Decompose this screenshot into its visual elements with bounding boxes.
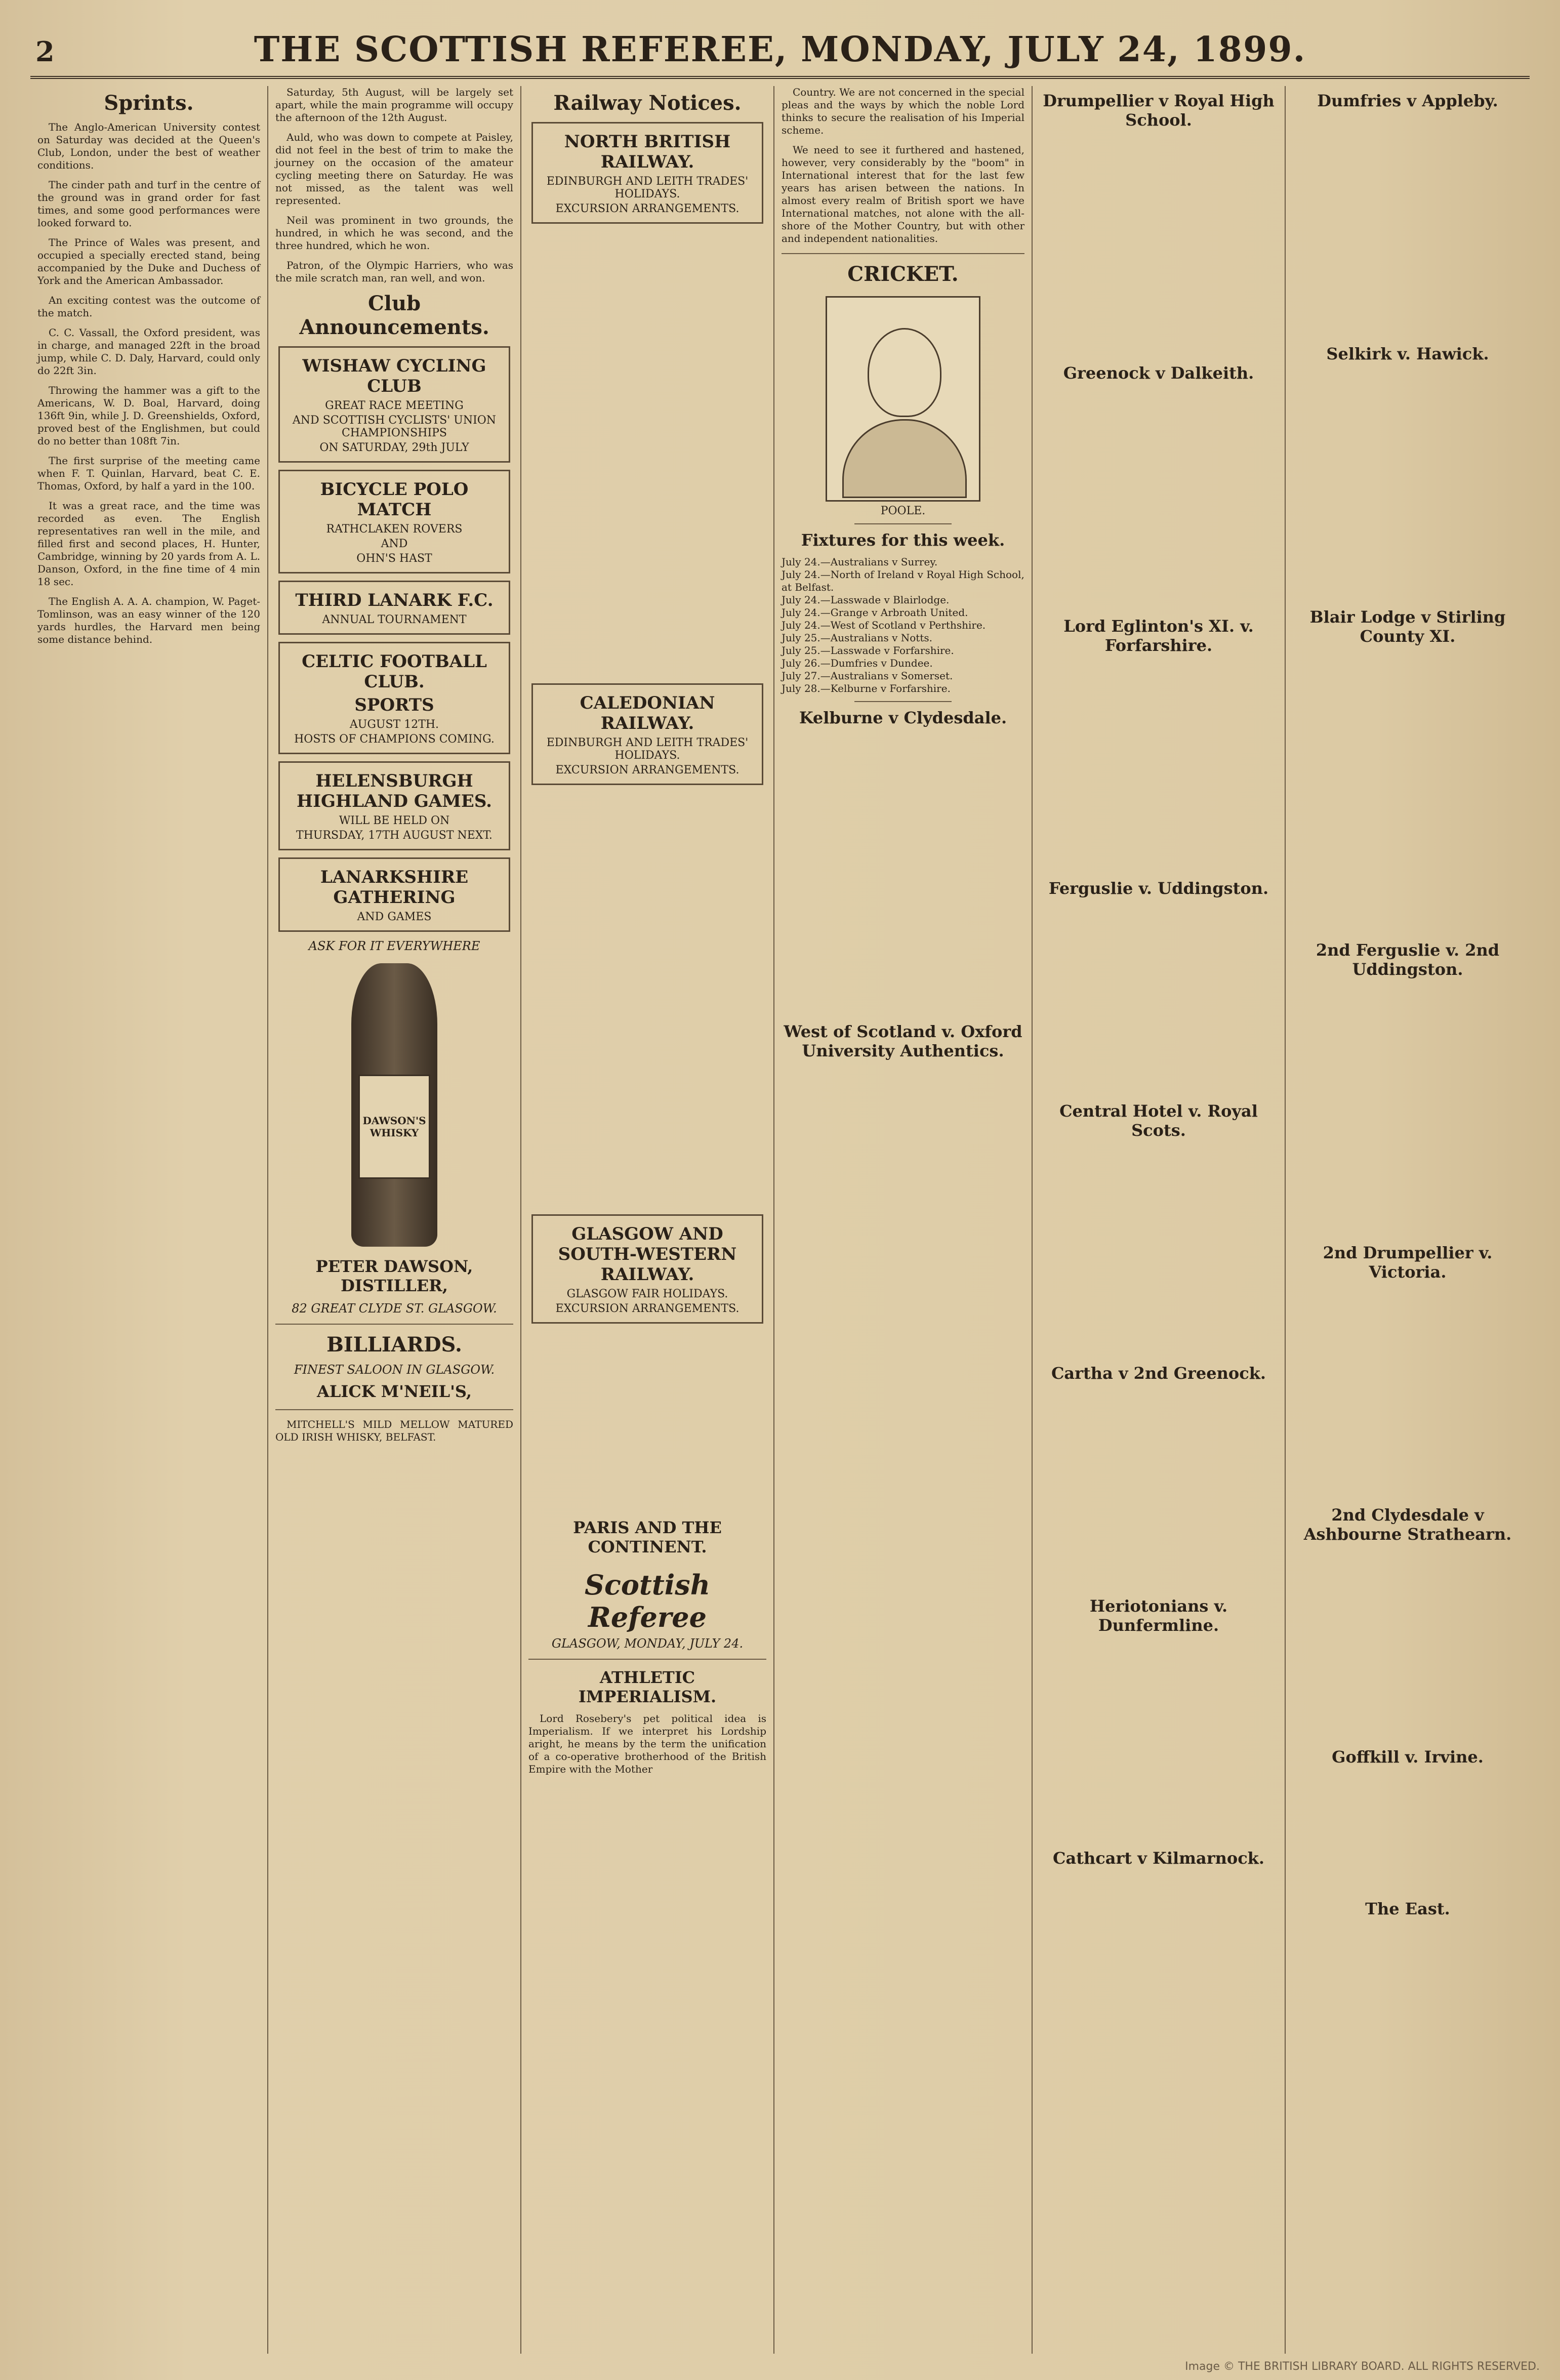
article-paragraph: Auld, who was down to compete at Paisley, did not feel in the best of trim to make the journey on the occasion of the amateur cycling meeting there on Saturday. He was not missed, as the talent was well represented.: [275, 131, 513, 207]
notice-sub: EXCURSION ARRANGEMENTS.: [555, 1302, 740, 1315]
scorecard-block: [1040, 1641, 1278, 1843]
masthead: [30, 15, 1530, 79]
article-paragraph: An exciting contest was the outcome of the match.: [37, 294, 260, 319]
fixtures-heading: Fixtures for this week.: [801, 530, 1005, 550]
match-heading: Heriotonians v. Dunfermline.: [1089, 1596, 1228, 1635]
article-paragraph: The English A. A. A. champion, W. Paget-Tomlinson, was an easy winner of the 120 yards hurdles, the Harvard men being some distance behind.: [37, 595, 260, 645]
ad-line: SPORTS: [354, 695, 434, 715]
match-heading: The East.: [1365, 1899, 1450, 1918]
section-heading-railway: Railway Notices.: [553, 91, 742, 115]
match-heading: Central Hotel v. Royal Scots.: [1059, 1101, 1258, 1140]
article-paragraph: C. C. Vassall, the Oxford president, was in charge, and managed 22ft in the broad jump, while C. D. Daly, Harvard, could only do 22ft 3in.: [37, 326, 260, 377]
ad-line: RATHCLAKEN ROVERS: [326, 523, 463, 536]
article-paragraph: Saturday, 5th August, will be largely set apart, while the main programme will occupy the afternoon of the 12th August.: [275, 86, 513, 124]
scorecard-block: [1040, 1146, 1278, 1359]
scorecard-block: [1293, 116, 1523, 339]
match-heading: Selkirk v. Hawick.: [1326, 344, 1489, 363]
section-heading-sprints: Sprints.: [104, 91, 194, 115]
image-credit: Image © THE BRITISH LIBRARY BOARD. ALL RIGHTS RESERVED.: [1185, 2360, 1540, 2373]
ad-title: WISHAW CYCLING CLUB: [302, 356, 486, 396]
ad-line: GREAT RACE MEETING: [325, 399, 464, 412]
portrait-face: [868, 328, 941, 417]
scorecard-block: [1040, 136, 1278, 358]
advertisement: [278, 857, 510, 932]
scorecard-block: [1293, 1550, 1523, 1742]
scottish-referee-logo: Scottish Referee: [585, 1569, 710, 1633]
scorecard-block: [1040, 904, 1278, 1096]
bottle-label: DAWSON'S WHISKY: [358, 1075, 430, 1179]
scorecard-block: [782, 733, 1024, 1017]
match-heading: Goffkill v. Irvine.: [1332, 1747, 1484, 1767]
article-paragraph: The Anglo-American University contest on Saturday was decided at the Queen's Club, London, under the best of weather conditions.: [37, 121, 260, 171]
fixture-line: July 24.—West of Scotland v Perthshire.: [782, 619, 986, 631]
match-heading: 2nd Ferguslie v. 2nd Uddingston.: [1316, 940, 1500, 979]
notice-body-text: [528, 792, 766, 1207]
article-paragraph: Country. We are not concerned in the special pleas and the ways by which the noble Lord thinks to secure the realisation of his Imperial scheme.: [782, 86, 1024, 136]
scorecard-block: [1293, 370, 1523, 602]
scorecard-block: [1293, 985, 1523, 1238]
advertisement: [278, 581, 510, 635]
portrait-body: [842, 419, 967, 498]
fixture-line: July 27.—Australians v Somerset.: [782, 670, 953, 682]
paris-heading: PARIS AND THE CONTINENT.: [573, 1518, 722, 1556]
page-number: 2: [35, 35, 55, 68]
match-heading: Cartha v 2nd Greenock.: [1051, 1364, 1266, 1383]
match-heading: Cathcart v Kilmarnock.: [1053, 1849, 1264, 1868]
article-heading: ATHLETIC IMPERIALISM.: [578, 1668, 717, 1706]
fixture-line: July 24.—Lasswade v Blairlodge.: [782, 594, 950, 606]
article-paragraph: The cinder path and turf in the centre of the ground was in grand order for fast times, and some good performances were looked forward to.: [37, 179, 260, 229]
ad-title: BICYCLE POLO MATCH: [320, 479, 469, 520]
ad-line: ON SATURDAY, 29th JULY: [319, 441, 469, 454]
portrait-caption: POOLE.: [880, 505, 926, 517]
fixture-line: July 28.—Kelburne v Forfarshire.: [782, 682, 951, 694]
column-railway-notices: [521, 86, 774, 2354]
article-paragraph: Neil was prominent in two grounds, the hundred, in which he was second, and the three hundred, which he won.: [275, 214, 513, 252]
scorecard-block: [1040, 389, 1278, 611]
match-heading: Ferguslie v. Uddingston.: [1048, 879, 1269, 898]
article-paragraph: The first surprise of the meeting came when F. T. Quinlan, Harvard, beat C. E. Thomas, Oxford, by half a yard in the 100.: [37, 455, 260, 492]
column-imperialism-cricket: [774, 86, 1033, 2354]
notice-title: GLASGOW AND SOUTH-WESTERN RAILWAY.: [558, 1224, 737, 1285]
article-paragraph: The Prince of Wales was present, and occupied a specially erected stand, being accompanied by the Duke and Duchess of York and the American Ambassador.: [37, 236, 260, 286]
match-heading: Lord Eglinton's XI. v. Forfarshire.: [1063, 617, 1254, 655]
advertisement: [278, 761, 510, 850]
notice-sub: EDINBURGH AND LEITH TRADES' HOLIDAYS.: [546, 736, 749, 762]
ad-title: LANARKSHIRE GATHERING: [320, 867, 469, 908]
distiller-address: 82 GREAT CLYDE ST. GLASGOW.: [292, 1301, 497, 1316]
fixture-line: July 24.—Grange v Arbroath United.: [782, 606, 968, 619]
column-results-b: [1286, 86, 1530, 2354]
billiards-heading: BILLIARDS.: [326, 1333, 462, 1357]
scorecard-block: [1040, 1389, 1278, 1591]
match-heading: Kelburne v Clydesdale.: [799, 708, 1007, 727]
whisky-bottle-illustration: [351, 963, 437, 1247]
article-paragraph: Patron, of the Olympic Harriers, who was the mile scratch man, ran well, and won.: [275, 259, 513, 284]
newspaper-title: THE SCOTTISH REFEREE, MONDAY, JULY 24, 1899.: [254, 29, 1306, 70]
ad-title: THIRD LANARK F.C.: [295, 590, 494, 610]
fixture-line: July 25.—Australians v Notts.: [782, 632, 932, 644]
article-paragraph: It was a great race, and the time was recorded as even. The English representatives ran well in the mile, and filled first and second places, H. Hunter, Cambridge, winning by 20 yards from A. L. Danson, Oxford, in the fine time of 4 min 18 sec.: [37, 500, 260, 588]
scorecard-block: [1293, 1773, 1523, 1894]
distiller-name: PETER DAWSON, DISTILLER,: [315, 1257, 473, 1295]
advertisement: [278, 346, 510, 463]
notice-body-text: [528, 1331, 766, 1513]
railway-notice: [531, 122, 763, 224]
scorecard-block: [1040, 661, 1278, 874]
cricketer-portrait: [826, 296, 980, 502]
notice-title: NORTH BRITISH RAILWAY.: [564, 132, 731, 172]
column-sprints: [30, 86, 268, 2354]
match-heading: Dumfries v Appleby.: [1317, 91, 1498, 110]
railway-notice: [531, 1214, 763, 1324]
advertisement: [278, 470, 510, 573]
dateline: GLASGOW, MONDAY, JULY 24.: [551, 1636, 744, 1651]
cricket-heading: CRICKET.: [847, 262, 959, 286]
article-paragraph: Lord Rosebery's pet political idea is Imperialism. If we interpret his Lordship aright, he means by the term the unification of a co-operative brotherhood of the British Empire with the Mother: [528, 1712, 766, 1775]
notice-sub: GLASGOW FAIR HOLIDAYS.: [566, 1288, 728, 1300]
match-heading: Drumpellier v Royal High School.: [1043, 91, 1275, 130]
ad-line: AUGUST 12TH.: [349, 718, 439, 731]
railway-notice: [531, 683, 763, 785]
mcneil-name: ALICK M'NEIL'S,: [317, 1382, 472, 1401]
scorecard-block: [1293, 1288, 1523, 1500]
scorecard-block: [1293, 652, 1523, 935]
ad-line: WILL BE HELD ON: [339, 814, 450, 827]
match-heading: Greenock v Dalkeith.: [1063, 363, 1254, 383]
ad-line: AND GAMES: [357, 911, 432, 923]
notice-sub: EXCURSION ARRANGEMENTS.: [555, 764, 740, 776]
ad-title: HELENSBURGH HIGHLAND GAMES.: [296, 771, 492, 811]
notice-body-text: [528, 231, 766, 676]
fixture-line: July 26.—Dumfries v Dundee.: [782, 657, 933, 669]
ad-line: OHN'S HAST: [356, 552, 432, 565]
match-heading: West of Scotland v. Oxford University Authentics.: [784, 1022, 1022, 1060]
advertisement: [278, 642, 510, 754]
ad-line: HOSTS OF CHAMPIONS COMING.: [294, 733, 495, 746]
billiards-sub: FINEST SALOON IN GLASGOW.: [294, 1363, 495, 1377]
article-paragraph: We need to see it furthered and hastened, however, very considerably by the "boom" in International interest that for the last few years has arisen between the nations. In almost every realm of British sport we have International matches, not alone with the all-shore of the Mother Country, but with other and independent nationalities.: [782, 144, 1024, 244]
ad-line: ANNUAL TOURNAMENT: [322, 613, 467, 626]
column-club-announcements: [268, 86, 521, 2354]
notice-title: CALEDONIAN RAILWAY.: [580, 693, 715, 733]
fixture-line: July 25.—Lasswade v Forfarshire.: [782, 644, 954, 656]
fixture-line: July 24.—North of Ireland v Royal High School, at Belfast.: [782, 568, 1024, 593]
ad-line: THURSDAY, 17TH AUGUST NEXT.: [296, 829, 492, 842]
bottle-slogan: ASK FOR IT EVERYWHERE: [308, 939, 480, 953]
fixture-line: July 24.—Australians v Surrey.: [782, 556, 938, 568]
article-paragraph: Throwing the hammer was a gift to the Americans, W. D. Boal, Harvard, doing 136ft 9in, while J. D. Greenshields, Oxford, proved best of the Englishmen, but could do no better than 108ft 7in.: [37, 384, 260, 447]
match-heading: Blair Lodge v Stirling County XI.: [1309, 607, 1506, 646]
mitchell-ad: MITCHELL'S MILD MELLOW MATURED OLD IRISH WHISKY, BELFAST.: [275, 1418, 513, 1443]
notice-sub: EXCURSION ARRANGEMENTS.: [555, 202, 740, 215]
section-heading-club: Club Announcements.: [299, 292, 489, 339]
column-results-a: [1033, 86, 1286, 2354]
ad-title: CELTIC FOOTBALL CLUB.: [302, 651, 487, 692]
notice-sub: EDINBURGH AND LEITH TRADES' HOLIDAYS.: [546, 175, 749, 200]
match-heading: 2nd Drumpellier v. Victoria.: [1323, 1243, 1493, 1282]
ad-line: AND SCOTTISH CYCLISTS' UNION CHAMPIONSHIPS: [292, 414, 497, 439]
match-heading: 2nd Clydesdale v Ashbourne Strathearn.: [1303, 1505, 1512, 1544]
ad-line: AND: [381, 538, 408, 550]
